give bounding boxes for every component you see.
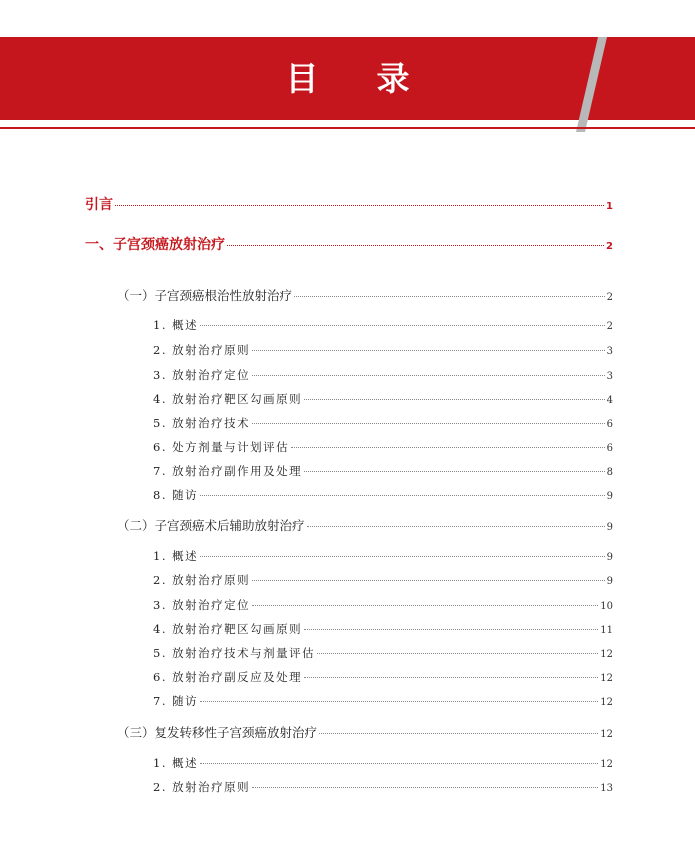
dot-leader [291, 447, 604, 448]
slash-shape [576, 37, 616, 132]
toc-page-number: 9 [606, 576, 613, 587]
toc-subsection-entry[interactable] [153, 597, 613, 613]
dot-leader [252, 787, 598, 788]
dot-leader [252, 375, 604, 376]
toc-subsection-entry[interactable] [153, 755, 613, 771]
dot-leader [307, 526, 605, 527]
toc-entry-label: 6. 处方剂量与计划评估 [153, 440, 290, 454]
dot-leader [304, 629, 598, 630]
toc-subsection-entry[interactable] [153, 669, 613, 685]
toc-subsection-entry[interactable] [153, 415, 613, 431]
toc-entry-label: 一、子宫颈癌放射治疗 [85, 237, 225, 253]
toc-page-number: 9 [606, 491, 613, 502]
toc-entry-label: 8. 随访 [153, 488, 199, 502]
toc-section-entry[interactable] [117, 516, 613, 534]
toc-entry-label: 4. 放射治疗靶区勾画原则 [153, 392, 303, 406]
toc-page-number: 12 [600, 673, 613, 684]
dot-leader [115, 205, 604, 206]
toc-subsection-entry[interactable] [153, 463, 613, 479]
toc-subsection-entry[interactable] [153, 391, 613, 407]
toc-page-number: 12 [600, 729, 613, 740]
toc-chapter-entry[interactable] [85, 234, 613, 254]
dot-leader [252, 605, 598, 606]
toc-entry-label: 1. 概述 [153, 756, 199, 770]
dot-leader [200, 556, 604, 557]
header-rule [0, 127, 695, 129]
toc-entry-label: （三）复发转移性子宫颈癌放射治疗 [117, 725, 318, 740]
toc-page-number: 3 [606, 371, 613, 382]
toc-page-number: 9 [606, 522, 613, 533]
toc-entry-label: 2. 放射治疗原则 [153, 780, 251, 794]
toc-subsection-entry[interactable] [153, 367, 613, 383]
toc-subsection-entry[interactable] [153, 548, 613, 564]
toc-entry-label: 1. 概述 [153, 318, 199, 332]
dot-leader [200, 763, 598, 764]
toc-entry-label: 引言 [85, 197, 113, 213]
toc-entry-label: 3. 放射治疗定位 [153, 598, 251, 612]
dot-leader [227, 245, 604, 246]
toc-entry-label: 7. 随访 [153, 694, 199, 708]
toc-subsection-entry[interactable] [153, 439, 613, 455]
toc-page-number: 13 [600, 783, 613, 794]
toc-entry-label: 7. 放射治疗副作用及处理 [153, 464, 303, 478]
dot-leader [319, 733, 598, 734]
toc-entry-label: （二）子宫颈癌术后辅助放射治疗 [117, 518, 305, 533]
toc-entry-label: 4. 放射治疗靶区勾画原则 [153, 622, 303, 636]
toc-subsection-entry[interactable] [153, 342, 613, 358]
toc-page-number: 8 [606, 467, 613, 478]
toc-page-number: 12 [600, 649, 613, 660]
toc-page-number: 2 [606, 241, 613, 252]
toc-page-number: 6 [606, 443, 613, 454]
dot-leader [252, 350, 604, 351]
toc-entry-label: 2. 放射治疗原则 [153, 573, 251, 587]
toc-entry-label: 5. 放射治疗技术与剂量评估 [153, 646, 316, 660]
toc-subsection-entry[interactable] [153, 487, 613, 503]
dot-leader [252, 580, 604, 581]
toc-subsection-entry[interactable] [153, 317, 613, 333]
toc-subsection-entry[interactable] [153, 572, 613, 588]
dot-leader [304, 471, 604, 472]
toc-subsection-entry[interactable] [153, 779, 613, 795]
toc-entry-label: 3. 放射治疗定位 [153, 368, 251, 382]
toc-page-number: 2 [606, 292, 613, 303]
dot-leader [252, 423, 604, 424]
toc-page-number: 2 [606, 321, 613, 332]
dot-leader [304, 677, 598, 678]
toc-page-number: 10 [600, 601, 613, 612]
toc-subsection-entry[interactable] [153, 693, 613, 709]
toc-page-number: 1 [606, 201, 613, 212]
dot-leader [200, 325, 604, 326]
dot-leader [294, 296, 605, 297]
toc-page-number: 3 [606, 346, 613, 357]
toc-page-number: 4 [606, 395, 613, 406]
toc-section-entry[interactable] [117, 286, 613, 304]
toc-entry-label: 1. 概述 [153, 549, 199, 563]
dot-leader [200, 495, 604, 496]
toc-entry-label: 2. 放射治疗原则 [153, 343, 251, 357]
toc-section-entry[interactable] [117, 723, 613, 741]
page-title: 目录 [285, 59, 468, 98]
toc-entry-label: （一）子宫颈癌根治性放射治疗 [117, 288, 293, 303]
dot-leader [317, 653, 598, 654]
toc-entry-label: 6. 放射治疗副反应及处理 [153, 670, 303, 684]
toc-page-number: 6 [606, 419, 613, 430]
toc-page-number: 12 [600, 759, 613, 770]
dot-leader [200, 701, 598, 702]
toc-subsection-entry[interactable] [153, 645, 613, 661]
toc-entry-label: 5. 放射治疗技术 [153, 416, 251, 430]
toc-subsection-entry[interactable] [153, 621, 613, 637]
toc-page-number: 9 [606, 552, 613, 563]
toc-chapter-entry[interactable] [85, 194, 613, 214]
toc-page-number: 11 [600, 625, 613, 636]
toc-page-number: 12 [600, 697, 613, 708]
dot-leader [304, 399, 604, 400]
